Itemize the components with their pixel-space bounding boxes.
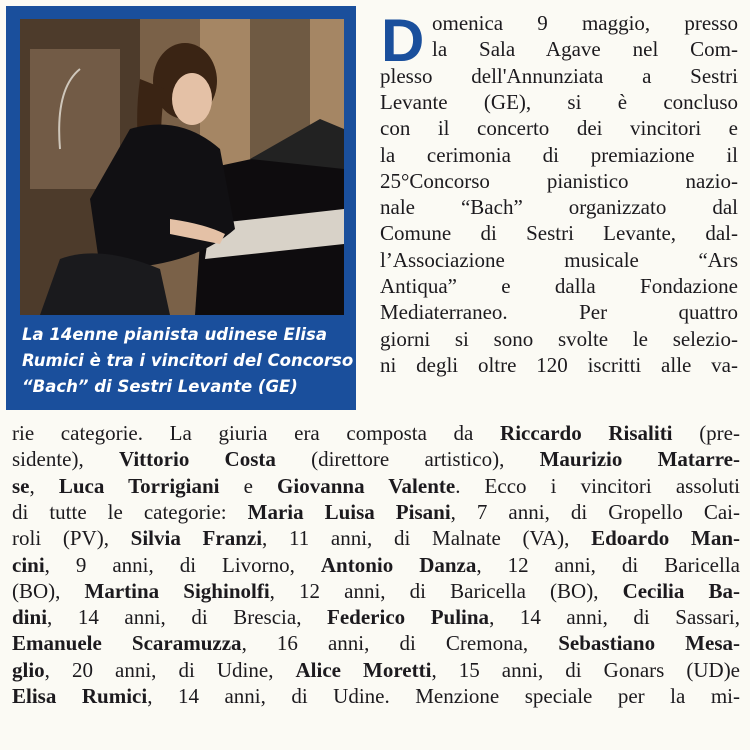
article-line: nale “Bach” organizzato dal bbox=[380, 195, 738, 220]
article-line bbox=[12, 420, 740, 446]
article-line: Mediaterraneo. Per quattro bbox=[380, 300, 738, 325]
text-run: , 12 anni, di Baricella bbox=[476, 552, 740, 577]
text-run: rie categorie. La giuria era composta da bbox=[12, 421, 501, 445]
person-name: Giovanna Valente bbox=[277, 473, 456, 498]
text-run: (BO), bbox=[12, 578, 85, 603]
caption-line: La 14enne pianista udinese Elisa bbox=[22, 325, 328, 344]
article-line: la cerimonia di premiazione il bbox=[380, 142, 738, 167]
article-line: Comune di Sestri Levante, dal- bbox=[380, 221, 738, 246]
text-run: , 20 anni, di Udine, bbox=[44, 657, 296, 682]
person-name: Emanuele Scaramuzza bbox=[12, 631, 242, 656]
text-run: , 16 anni, di Cremona, bbox=[241, 631, 559, 656]
text-run: , 9 anni, di Livorno, bbox=[44, 552, 321, 577]
text-run: , 12 anni, di Baricella (BO), bbox=[269, 578, 623, 603]
person-name: se bbox=[12, 473, 30, 498]
article-line: omenica 9 maggio, presso bbox=[432, 11, 738, 35]
person-name: Maurizio Matarre- bbox=[539, 447, 740, 472]
text-run: , 7 anni, di Gropello Cai- bbox=[450, 499, 741, 524]
person-name: Elisa Rumici bbox=[12, 684, 148, 708]
caption-line: “Bach” di Sestri Levante (GE) bbox=[22, 377, 298, 396]
text-run: roli (PV), bbox=[12, 526, 131, 551]
photo-caption bbox=[22, 322, 354, 400]
person-name: Luca Torrigiani bbox=[58, 473, 220, 498]
text-run: (direttore artistico), bbox=[275, 447, 540, 472]
text-run: , 15 anni, di Gonars (UD)e bbox=[431, 657, 741, 682]
article-line: l’Associazione musicale “Ars bbox=[380, 247, 738, 272]
article-line: Levante (GE), si è concluso bbox=[380, 89, 738, 114]
text-run: (pre- bbox=[672, 421, 740, 445]
dropcap-text: D bbox=[381, 17, 425, 63]
article-line bbox=[12, 473, 740, 499]
pianist-photo bbox=[20, 19, 344, 315]
person-name: glio bbox=[12, 657, 45, 682]
article-line: la Sala Agave nel Com- bbox=[432, 37, 738, 62]
article-line bbox=[12, 604, 740, 630]
dropcap-letter bbox=[381, 17, 425, 63]
person-name: Maria Luisa Pisani bbox=[247, 499, 451, 524]
article-line: con il concerto dei vincitori e bbox=[380, 116, 738, 141]
text-run: e bbox=[219, 473, 278, 498]
article-line bbox=[12, 578, 740, 604]
person-name: Antonio Danza bbox=[320, 552, 477, 577]
caption-line: Rumici è tra i vincitori del Concorso bbox=[22, 351, 354, 370]
person-name: Silvia Franzi bbox=[130, 526, 263, 551]
article-line bbox=[12, 657, 740, 683]
text-run: sidente), bbox=[12, 447, 119, 472]
text-run: , 14 anni, di Brescia, bbox=[47, 605, 328, 630]
article-line: plesso dell'Annunziata a Sestri bbox=[380, 63, 738, 88]
article-line bbox=[12, 446, 740, 472]
article-line bbox=[12, 525, 740, 551]
person-name: dini bbox=[12, 605, 48, 630]
person-name: Sebastiano Mesa- bbox=[558, 631, 740, 656]
pianist-photo-illustration bbox=[20, 19, 344, 315]
article-line bbox=[12, 630, 740, 656]
article-line bbox=[12, 683, 740, 709]
person-name: cini bbox=[12, 552, 45, 577]
article-line: giorni si sono svolte le selezio- bbox=[380, 326, 738, 351]
person-name: Cecilia Ba- bbox=[622, 578, 740, 603]
text-run: , 14 anni, di Sassari, bbox=[489, 605, 741, 630]
article-line bbox=[12, 552, 740, 578]
text-run: di tutte le categorie: bbox=[12, 499, 248, 524]
person-name: Alice Moretti bbox=[295, 657, 432, 682]
article-line: ni degli oltre 120 iscritti alle va- bbox=[380, 352, 738, 377]
article-line: 25°Concorso pianistico nazio- bbox=[380, 168, 738, 193]
person-name: Vittorio Costa bbox=[118, 447, 276, 472]
person-name: Riccardo Risaliti bbox=[500, 421, 673, 445]
person-name: Federico Pulina bbox=[327, 605, 490, 630]
text-run: , 14 anni, di Udine. Menzione speciale per la mi- bbox=[147, 684, 740, 708]
article-line bbox=[12, 499, 740, 525]
article-line: Antiqua” e dalla Fondazione bbox=[380, 274, 738, 298]
person-name: Martina Sighinolfi bbox=[84, 578, 270, 603]
text-run: , 11 anni, di Malnate (VA), bbox=[262, 526, 592, 551]
person-name: Edoardo Man- bbox=[591, 526, 741, 551]
text-run: . Ecco i vincitori assoluti bbox=[455, 473, 741, 498]
text-run: , bbox=[29, 473, 59, 498]
